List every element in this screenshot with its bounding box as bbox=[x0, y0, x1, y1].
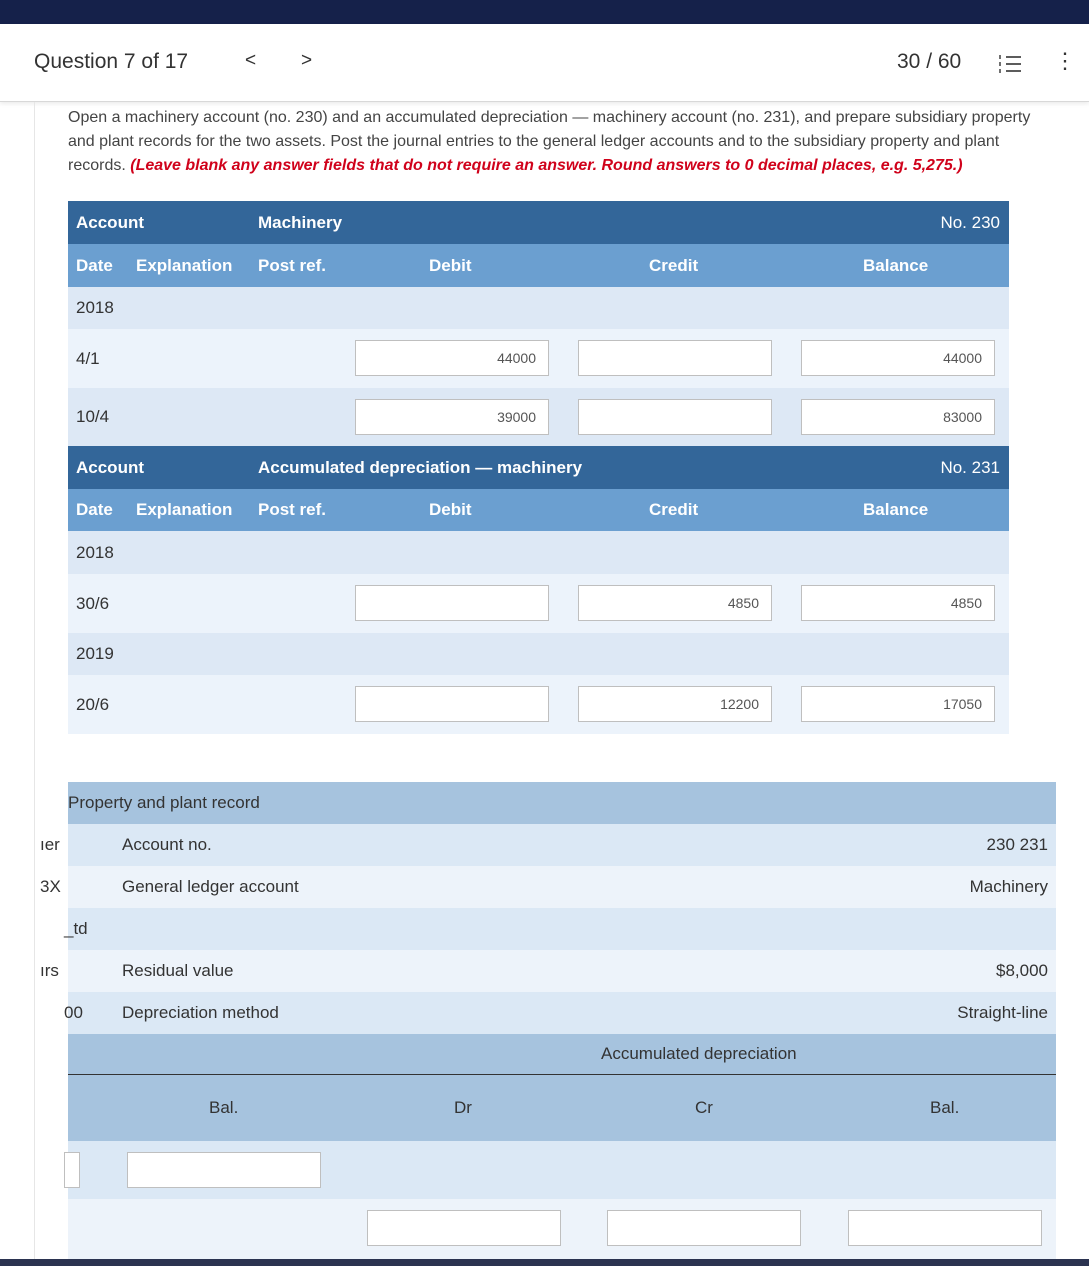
account-no-label: Account no. bbox=[122, 835, 212, 854]
accum-dep-header bbox=[68, 1034, 1056, 1075]
col-dr: Dr bbox=[454, 1098, 472, 1117]
ledger2-row1-balance-input[interactable]: 4850 bbox=[801, 585, 995, 621]
dr-input[interactable] bbox=[367, 1210, 561, 1246]
ledger1-column-header bbox=[68, 244, 1009, 287]
ledger2-col-debit: Debit bbox=[429, 500, 472, 519]
ledger1-row1-debit-input[interactable]: 44000 bbox=[355, 340, 549, 376]
bal-right-input[interactable] bbox=[848, 1210, 1042, 1246]
ledger1-row2-credit-input[interactable] bbox=[578, 399, 772, 435]
ledger2-year1-row bbox=[68, 531, 1009, 574]
ledger1-account-name: Machinery bbox=[258, 212, 343, 232]
bal-left-input[interactable] bbox=[127, 1152, 321, 1188]
gl-account-label: General ledger account bbox=[122, 877, 299, 896]
left-cut-text: 3X bbox=[40, 877, 61, 896]
col-cr: Cr bbox=[695, 1098, 713, 1117]
table-row bbox=[68, 574, 1009, 633]
top-bar bbox=[0, 0, 1089, 24]
question-label: Question 7 of 17 bbox=[34, 50, 189, 73]
ledger2-col-credit: Credit bbox=[649, 500, 699, 519]
residual-value-label: Residual value bbox=[122, 961, 234, 980]
cut-off-input[interactable] bbox=[64, 1152, 80, 1188]
ledger2-col-balance: Balance bbox=[863, 500, 929, 519]
ledger2-account-header bbox=[68, 446, 1009, 489]
accum-dep-columns bbox=[68, 1075, 1056, 1141]
bottom-bar bbox=[0, 1259, 1089, 1266]
ledger1-row1-balance-input[interactable]: 44000 bbox=[801, 340, 995, 376]
ledger1-row1-date: 4/1 bbox=[76, 348, 100, 368]
gl-account-value: Machinery bbox=[969, 877, 1048, 896]
cr-input[interactable] bbox=[607, 1210, 801, 1246]
ledger1-col-debit: Debit bbox=[429, 255, 472, 275]
ledger1-account-header bbox=[68, 201, 1009, 244]
col-bal-right: Bal. bbox=[930, 1098, 960, 1117]
table-row bbox=[68, 675, 1009, 734]
ledger2-row2-debit-input[interactable] bbox=[355, 686, 549, 722]
next-question-button[interactable]: > bbox=[301, 50, 313, 71]
depreciation-method-value: Straight-line bbox=[957, 1003, 1048, 1022]
instructions-note: (Leave blank any answer fields that do not require an answer. Round answers to 0 decimal places, e.g. 5,275.) bbox=[130, 157, 963, 174]
property-record-title: Property and plant record bbox=[68, 793, 260, 812]
list-item bbox=[64, 908, 1056, 950]
prev-question-button[interactable]: < bbox=[245, 50, 257, 71]
ledger1-col-date: Date bbox=[76, 255, 113, 275]
more-icon[interactable]: ⋮ bbox=[1054, 48, 1076, 73]
ledger2-account-number: No. 231 bbox=[940, 457, 1000, 477]
table-row bbox=[68, 1199, 1056, 1259]
ledger1-account-number: No. 230 bbox=[940, 212, 1000, 232]
left-cut-text: ırs bbox=[40, 961, 59, 980]
ledger2-row2-date: 20/6 bbox=[76, 694, 110, 714]
ledger2-row1-credit-input[interactable]: 4850 bbox=[578, 585, 772, 621]
list-item bbox=[40, 866, 1056, 908]
left-cut-text: ıer bbox=[40, 835, 60, 854]
property-record-header bbox=[68, 782, 1056, 824]
ledger2-year2-row bbox=[68, 633, 1009, 675]
ledger2-account-name: Accumulated depreciation — machinery bbox=[258, 457, 583, 477]
ledger2-year1: 2018 bbox=[76, 542, 114, 562]
account-no-value: 230 231 bbox=[986, 835, 1048, 854]
instructions bbox=[68, 106, 1058, 178]
ledger2-col-explanation: Explanation bbox=[136, 500, 233, 519]
ledger1-col-post-ref: Post ref. bbox=[258, 255, 327, 275]
ledger1-year-row bbox=[68, 287, 1009, 329]
left-cut-text: _td bbox=[64, 919, 88, 938]
ledger2-col-post-ref: Post ref. bbox=[258, 500, 327, 519]
ledger1-row2-balance-input[interactable]: 83000 bbox=[801, 399, 995, 435]
ledger2-row2-credit-input[interactable]: 12200 bbox=[578, 686, 772, 722]
list-item bbox=[40, 824, 1056, 866]
ledger1-account-label: Account bbox=[76, 212, 144, 232]
ledger1-row1-credit-input[interactable] bbox=[578, 340, 772, 376]
ledger2-row1-date: 30/6 bbox=[76, 593, 110, 613]
ledger2-col-date: Date bbox=[76, 500, 113, 519]
content-border bbox=[34, 102, 35, 1266]
ledger1-year: 2018 bbox=[76, 298, 114, 317]
depreciation-method-label: Depreciation method bbox=[122, 1003, 279, 1022]
ledger2-account-label: Account bbox=[76, 457, 144, 477]
ledger1-row2-date: 10/4 bbox=[76, 407, 110, 426]
accum-dep-title: Accumulated depreciation bbox=[601, 1044, 797, 1063]
ledger1-col-explanation: Explanation bbox=[136, 255, 233, 275]
ledger1-row2-debit-input[interactable]: 39000 bbox=[355, 399, 549, 435]
left-cut-text: 00 bbox=[64, 1003, 83, 1022]
list-icon[interactable] bbox=[998, 54, 1022, 74]
table-row bbox=[68, 1141, 1056, 1199]
list-item bbox=[40, 950, 1056, 992]
ledger2-row2-balance-input[interactable]: 17050 bbox=[801, 686, 995, 722]
table-row bbox=[68, 388, 1009, 446]
list-item bbox=[64, 992, 1056, 1034]
question-header bbox=[0, 24, 1089, 102]
table-row bbox=[68, 329, 1009, 388]
ledger1-col-credit: Credit bbox=[649, 255, 699, 275]
col-bal-left: Bal. bbox=[209, 1098, 239, 1117]
progress-counter: 30 / 60 bbox=[897, 50, 962, 73]
instructions-text: Open a machinery account (no. 230) and an accumulated depreciation — machinery account (no. 231), and prepare subsidiary property and plant records for the two assets. Post the journal entries to the general ledger accounts and to the subsidiary property and plant records. bbox=[68, 109, 1031, 174]
ledger1-col-balance: Balance bbox=[863, 255, 929, 275]
ledger2-year2: 2019 bbox=[76, 644, 114, 663]
ledger2-column-header bbox=[68, 489, 1009, 531]
residual-value: $8,000 bbox=[996, 961, 1048, 980]
ledger2-row1-debit-input[interactable] bbox=[355, 585, 549, 621]
